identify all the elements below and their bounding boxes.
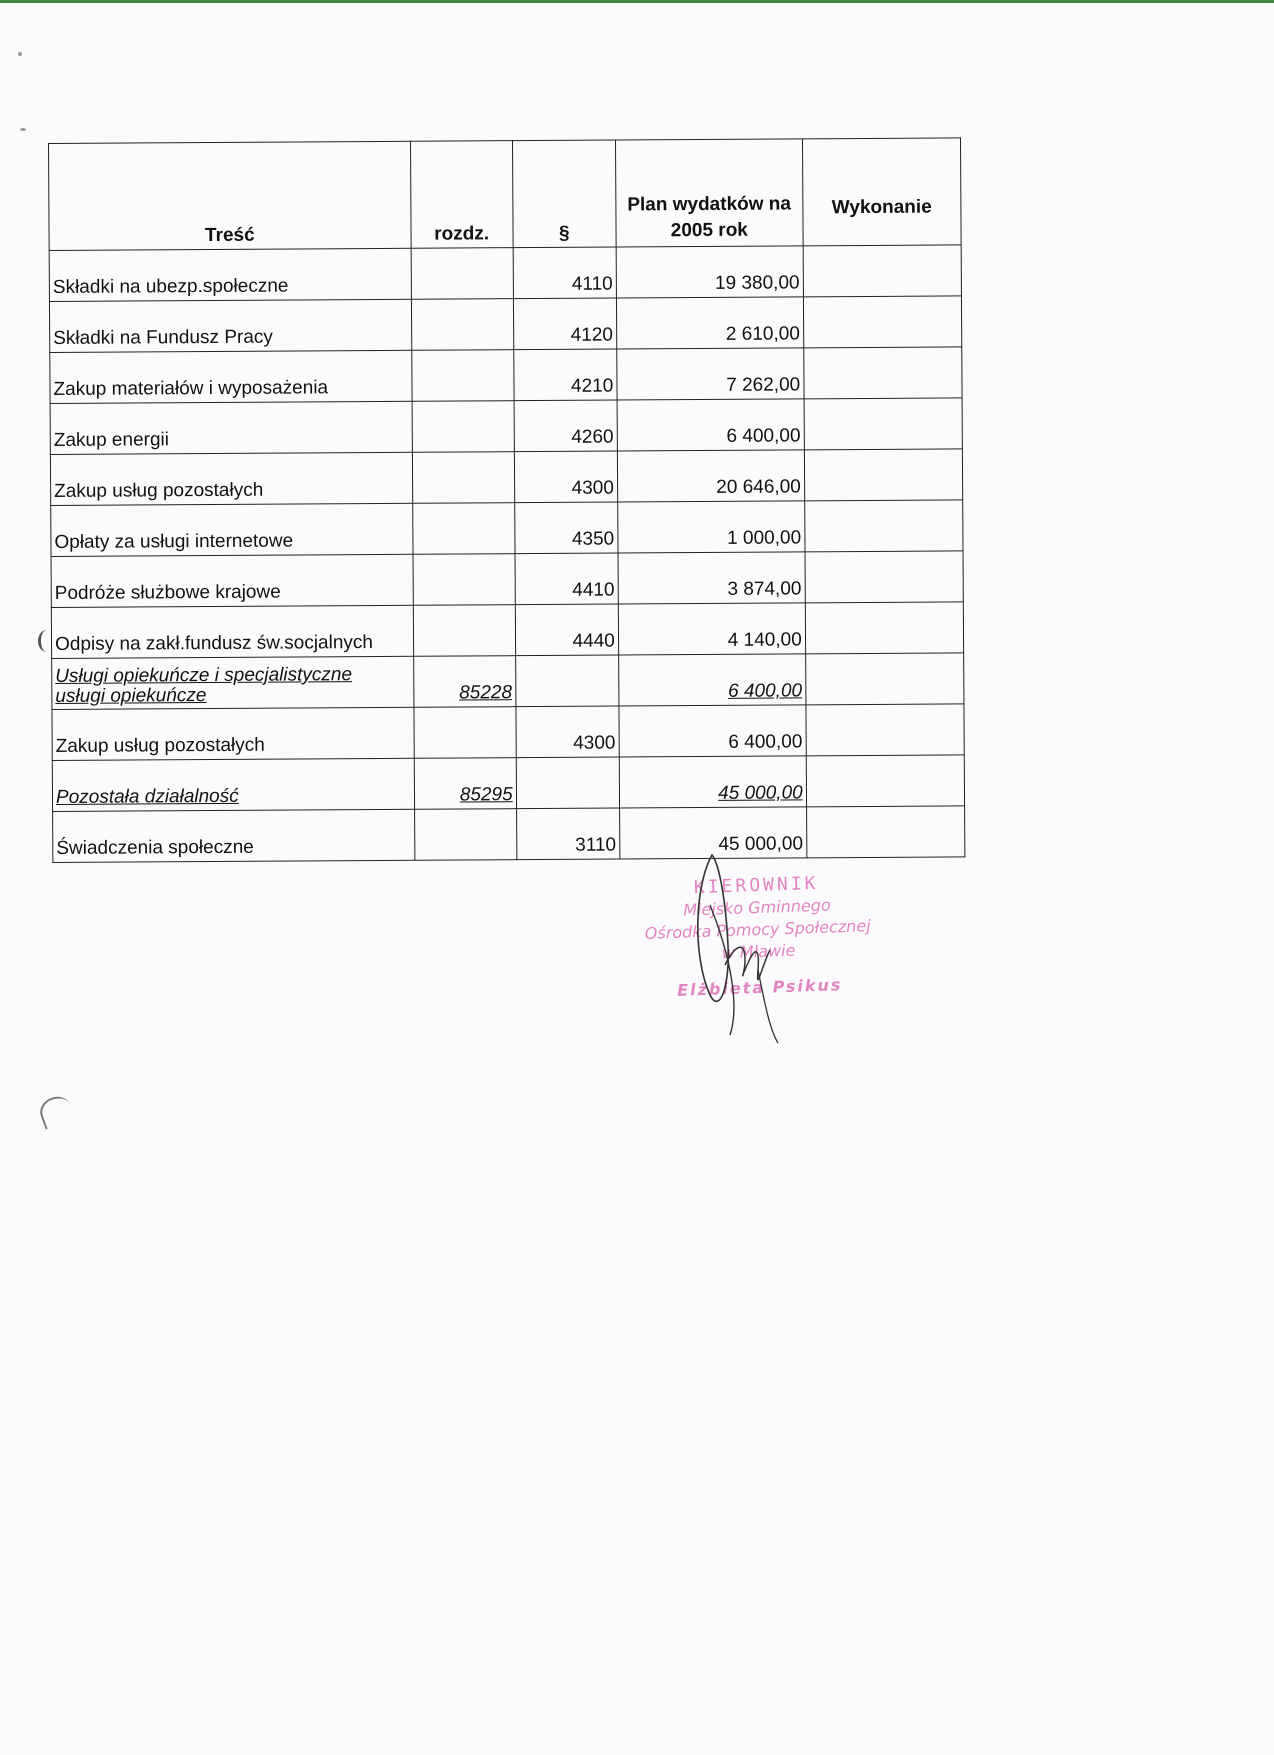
cell-plan: 2 610,00 (616, 297, 803, 349)
table-row (51, 551, 963, 608)
header-tresc: Treść (49, 141, 411, 250)
cell-paragraph (516, 757, 619, 809)
section-rozdz-85295: 85295 (414, 758, 516, 810)
cell-rozdz (411, 248, 513, 300)
header-rozdz: rozdz. (410, 141, 513, 249)
section-85228-line1: Usługi opiekuńcze i specjalistyczne (55, 664, 353, 687)
handwritten-signature (690, 845, 800, 1045)
cell-rozdz (414, 809, 516, 861)
table-row (51, 602, 963, 659)
cell-tresc: Zakup materiałów i wyposażenia (50, 350, 412, 403)
cell-tresc: Zakup energii (50, 401, 412, 454)
header-plan-line1: Plan wydatków na (627, 193, 792, 216)
cell-wykonanie (804, 500, 963, 552)
table-row (50, 347, 962, 404)
cell-tresc: Podróże służbowe krajowe (51, 554, 413, 607)
cell-wykonanie (805, 551, 964, 603)
punch-hole-mark (36, 1092, 76, 1129)
cell-rozdz (411, 299, 513, 351)
cell-tresc: Zakup usług pozostałych (50, 452, 412, 505)
cell-wykonanie (806, 704, 965, 756)
table-row (49, 296, 961, 353)
cell-plan: 4 140,00 (618, 603, 805, 655)
cell-plan: 7 262,00 (617, 348, 804, 400)
header-plan-line2: 2005 rok (670, 219, 748, 242)
header-wykonanie: Wykonanie (802, 138, 961, 246)
cell-plan: 6 400,00 (619, 705, 806, 757)
cell-tresc: Odpisy na zakł.fundusz św.socjalnych (51, 605, 413, 658)
cell-wykonanie (804, 398, 963, 450)
cell-tresc: Zakup usług pozostałych (52, 707, 414, 760)
cell-tresc: Opłaty za usługi internetowe (51, 503, 413, 556)
cell-rozdz (411, 350, 513, 402)
cell-paragraph (515, 655, 618, 707)
cell-tresc: Składki na Fundusz Pracy (49, 299, 411, 352)
stamp-line-town: w Mławie (721, 940, 796, 963)
cell-plan: 20 646,00 (617, 450, 804, 502)
section-row-85228 (52, 653, 964, 710)
table-row (50, 398, 962, 455)
section-rozdz-85228: 85228 (413, 656, 515, 708)
stamp-line-name: Elżbieta Psikus (676, 975, 843, 1000)
cell-paragraph: 3110 (516, 808, 619, 860)
cell-paragraph: 4410 (515, 553, 618, 605)
cell-plan: 19 380,00 (616, 246, 803, 298)
section-row-85295 (52, 755, 964, 812)
cell-rozdz (412, 401, 514, 453)
cell-wykonanie (803, 347, 962, 399)
section-plan-85228: 6 400,00 (618, 654, 805, 706)
table-row (51, 500, 963, 557)
scan-speck (18, 52, 22, 56)
top-edge-line (0, 0, 1274, 3)
section-title-85295: Pozostała działalność (52, 758, 414, 811)
header-plan (615, 139, 803, 247)
cell-paragraph: 4210 (513, 349, 616, 401)
stamp-line-institution2: Ośrodka Pomocy Społecznej (644, 916, 871, 943)
budget-table-container (48, 137, 965, 863)
cell-plan: 1 000,00 (618, 501, 805, 553)
section-plan-85295: 45 000,00 (619, 756, 806, 808)
cell-rozdz (413, 707, 515, 759)
cell-wykonanie (805, 653, 964, 705)
section-title-85228 (52, 656, 414, 709)
table-row (52, 704, 964, 761)
table-row (49, 245, 961, 302)
cell-tresc: Składki na ubezp.społeczne (49, 248, 411, 301)
section-85228-line2: usługi opiekuńcze (55, 685, 207, 707)
cell-rozdz (412, 503, 514, 555)
cell-plan: 45 000,00 (619, 807, 806, 859)
budget-table (48, 137, 965, 863)
stamp-line-title: KIEROWNIK (693, 872, 819, 899)
cell-paragraph: 4350 (514, 502, 617, 554)
cell-paragraph: 4260 (514, 400, 617, 452)
cell-wykonanie (803, 245, 962, 297)
cell-paragraph: 4300 (516, 706, 619, 758)
table-row (50, 449, 962, 506)
cell-paragraph: 4110 (513, 247, 616, 299)
cell-wykonanie (804, 449, 963, 501)
cell-rozdz (413, 554, 515, 606)
table-row (53, 806, 965, 863)
cell-plan: 6 400,00 (617, 399, 804, 451)
cell-wykonanie (806, 755, 965, 807)
cell-tresc: Świadczenia społeczne (53, 809, 415, 862)
cell-rozdz (412, 452, 514, 504)
cell-paragraph: 4300 (514, 451, 617, 503)
scan-speck (20, 128, 26, 131)
cell-paragraph: 4120 (513, 298, 616, 350)
cell-rozdz (413, 605, 515, 657)
cell-wykonanie (805, 602, 964, 654)
table-header-row (49, 138, 962, 251)
cell-plan: 3 874,00 (618, 552, 805, 604)
cell-wykonanie (806, 806, 965, 858)
header-paragraph: § (512, 140, 616, 248)
cell-paragraph: 4440 (515, 604, 618, 656)
stamp-line-institution: Miejsko Gminnego (682, 895, 832, 920)
cell-wykonanie (803, 296, 962, 348)
